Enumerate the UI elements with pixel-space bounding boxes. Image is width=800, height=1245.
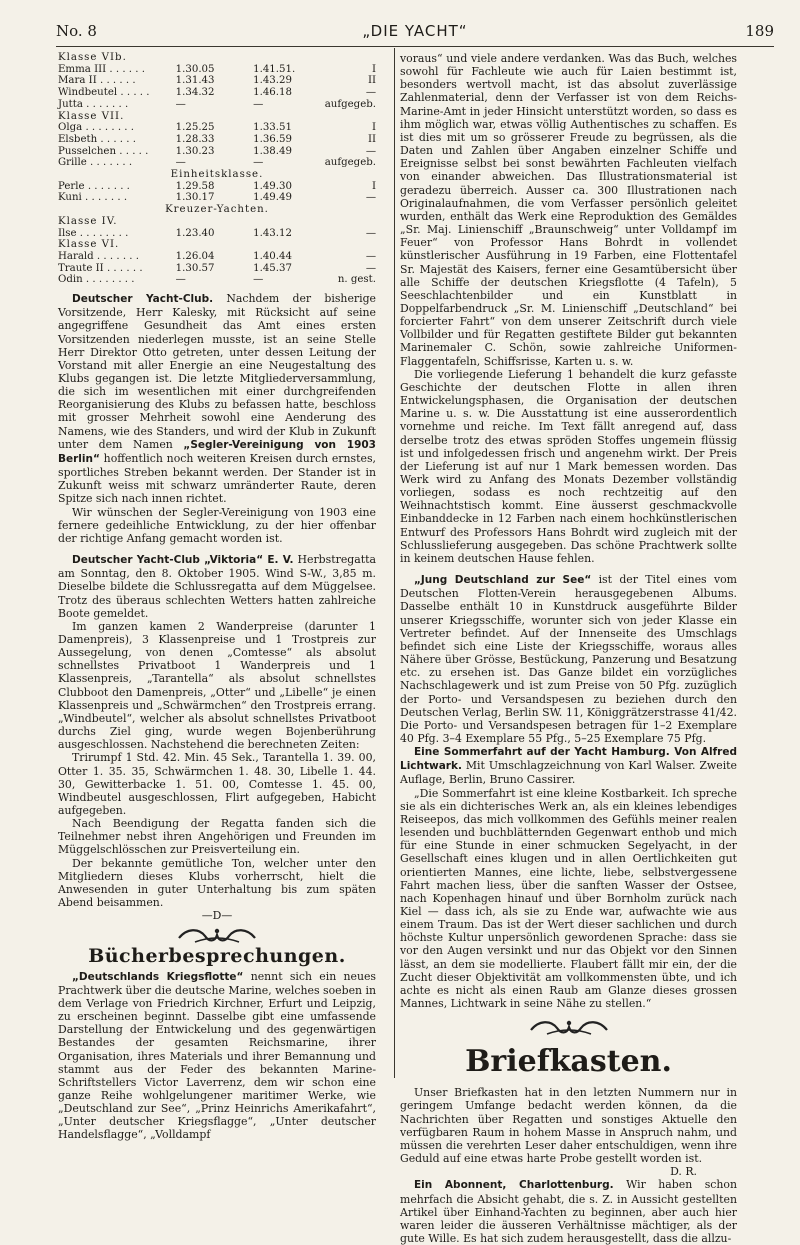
result-boat: Odin . . . . . . . . — [58, 274, 135, 286]
journal-title: „DIE YACHT“ — [362, 22, 468, 40]
class-label: Einheitsklasse. — [170, 169, 264, 181]
result-row — [58, 157, 376, 169]
result-place: n. gest. — [337, 274, 376, 286]
header-rule — [56, 46, 774, 47]
sommerfahrt-title: Eine Sommerfahrt auf der Yacht Hamburg. Von Alfred Lichtwark. — [400, 746, 737, 773]
result-row — [58, 134, 376, 146]
result-row — [58, 75, 376, 87]
result-boat: Elsbeth . . . . . . — [58, 133, 136, 145]
result-place: aufgegeb. — [324, 98, 376, 110]
result-time-1: 1.34.32 — [175, 87, 215, 99]
result-time-2: 1.38.49 — [253, 145, 292, 157]
briefkasten-heading: Briefkasten. — [465, 1044, 672, 1080]
result-row — [58, 251, 376, 263]
sommerfahrt-text: Mit Umschlagzeichnung von Karl Walser. Zweite Auflage, Berlin, Bruno Cassirer. — [400, 759, 737, 787]
result-time-2: 1.43.12 — [253, 227, 292, 239]
result-place: I — [371, 63, 376, 75]
result-row — [58, 146, 376, 158]
class-label: Klasse VII. — [58, 110, 125, 122]
viktoria-text-4: Nach Beendigung der Regatta fanden sich die Teilnehmer nebst ihren Angehörigen und Freunden im Müggelschlösschen zur Preisverteilung ein. — [58, 817, 376, 857]
viktoria-text-5: Der bekannte gemütliche Ton, welcher unter den Mitgliedern dieses Klubs vorherrscht, hielt die Anwesenden in guter Unterhaltung bis zum späten Abend beisammen. — [58, 856, 376, 910]
result-time-2: 1.49.30 — [253, 180, 292, 192]
dyc-heading: Deutscher Yacht-Club. — [72, 293, 214, 306]
result-place: I — [371, 180, 376, 192]
class-label: Klasse VI. — [58, 239, 120, 251]
right-column — [400, 52, 737, 1245]
result-time-2: 1.45.37 — [253, 262, 292, 274]
result-place: II — [367, 75, 376, 87]
result-class-heading — [58, 204, 376, 216]
result-place: — — [365, 262, 376, 274]
result-time-2: 1.43.29 — [253, 75, 292, 87]
result-time-2: 1.40.44 — [253, 250, 292, 262]
result-row — [58, 274, 376, 286]
result-class-heading — [58, 216, 376, 228]
page-number: 189 — [745, 22, 774, 40]
viktoria-text-2: Im ganzen kamen 2 Wanderpreise (darunter 1 Damenpreis), 3 Klassenpreise und 1 Trostpreis zur Aussegelung, von denen „Comtesse“ als absolut schnellstes Privatboot 1 Wanderpreis und 1 Klassenpreis, „Tarantella“ als absolut schnellstes Clubboot den Damenpreis, „Otter“ und „Libelle“ je einen Klassenpreis und „Schwärmchen“ den Trostpreis errang. „Windbeutel“, welcher als absolut schnellstes Privatboot durchs Ziel ging, wurde wegen Bojenberührung ausgeschlossen. Nachstehend die berechneten Zeiten: — [58, 619, 376, 752]
result-row — [58, 181, 376, 193]
result-time-2: — — [253, 157, 264, 169]
result-time-1: 1.30.57 — [175, 262, 215, 274]
abonnent-heading: Ein Abonnent, Charlottenburg. — [414, 1179, 614, 1192]
result-boat: Traute II . . . . . . — [58, 262, 143, 274]
result-place: — — [365, 192, 376, 204]
result-time-1: — — [175, 98, 186, 110]
result-class-heading — [58, 239, 376, 251]
result-time-2: 1.46.18 — [253, 87, 292, 99]
result-time-1: 1.28.33 — [175, 133, 215, 145]
ornament-icon — [527, 1018, 611, 1038]
briefkasten-text-1: Unser Briefkasten hat in den letzten Nummern nur in geringem Umfange bedacht werden können, da die Nachrichten über Regatten und sonstiges Aktuelle den verfügbaren Raum in hohem Masse in Anspruch nahm, und müssen die verehrten Leser daher entschuldigen, wenn ihre Geduld auf eine etwas harte Probe gestellt worden ist. — [400, 1086, 737, 1166]
ornament-icon — [175, 926, 259, 946]
result-boat: Kuni . . . . . . . — [58, 192, 128, 204]
page-header — [56, 22, 774, 44]
regatta-results-body — [58, 52, 376, 286]
result-time-1: 1.23.40 — [175, 227, 215, 239]
jung-deutschland-text: ist der Titel eines vom Deutschen Flotten-Verein herausgegebenen Albums. Dasselbe enthält 10 in Kunstdruck ausgeführte Bilder unserer Kriegsschiffe, worunter sich von jeder Klasse ein Vertreter befindet. Auf der Innenseite des Umschlags befindet sich eine Liste der Kriegsschiffe, woraus alles Nähere über Grösse, Bestückung, Panzerung und Besatzung etc. zu ersehen ist. Das Ganze bildet ein vorzügliches Nachschlagewerk und ist zum Preise von 50 Pfg. zuzüglich der Porto- und Versandspesen zu beziehen durch den Deutschen Verlag, Berlin SW. 11, Königgrätzerstrasse 41/42. Die Porto- und Versandspesen betragen für 1–2 Exemplare 40 Pfg. 3–4 Exemplare 55 Pfg., 5–25 Exemplare 75 Pfg. — [400, 573, 737, 745]
dyc-text-1b: hoffentlich noch weiteren Kreisen durch ernstes, sportliches Streben bekannt werden. Der Stander ist in Zukunft weiss mit schwarz umränderter Raute, deren Spitze sich nach innen richtet. — [58, 451, 376, 506]
result-boat: Windbeutel . . . . . — [58, 87, 150, 99]
abonnent-text: Wir haben schon mehrfach die Absicht gehabt, die s. Z. in Aussicht gestellten Artikel über Einhand-Yachten zu beginnen, aber auch hier waren leider die äusseren Verhältnisse mächtiger, als der gute Wille. Es hat sich zudem herausgestellt, dass die allzu- — [400, 1178, 737, 1245]
result-time-1: 1.25.25 — [175, 122, 215, 134]
result-row — [58, 192, 376, 204]
viktoria-text-1: Herbstregatta am Sonntag, den 8. Oktober 1905. Wind S-W., 3,85 m. Dieselbe bildete die Schlussregatta auf dem Müggelsee. Trotz des überaus schlechten Wetters hatten zahlreiche Boote gemeldet. — [58, 553, 376, 620]
result-place: aufgegeb. — [324, 157, 376, 169]
result-time-1: — — [175, 157, 186, 169]
result-time-1: 1.30.23 — [175, 145, 215, 157]
result-time-1: 1.29.58 — [175, 180, 215, 192]
viktoria-signature: —D— — [201, 909, 233, 923]
result-class-heading — [58, 52, 376, 64]
column-rule — [394, 48, 395, 1078]
issue-number: No. 8 — [56, 22, 97, 40]
result-place: I — [371, 122, 376, 134]
result-row — [58, 263, 376, 275]
viktoria-text-3: Trirumpf 1 Std. 42. Min. 45 Sek., Tarantella 1. 39. 00, Otter 1. 35. 35, Schwärmchen 1. 48. 30, Libelle 1. 44. 30, Gewitterbacke 1. 51. 00, Comtesse 1. 45. 00, Windbeutel ausgeschlossen, Flirt aufgegeben, Habicht aufgegeben. — [58, 751, 376, 817]
result-time-2: 1.36.59 — [253, 133, 292, 145]
dyc-new-name: „Segler-Vereinigung von 1903 Berlin“ — [58, 438, 376, 465]
dyc-article — [58, 292, 376, 506]
result-boat: Mara II . . . . . . — [58, 75, 136, 87]
kriegsflotte-text-2: Die vorliegende Lieferung 1 behandelt die kurz gefasste Geschichte der deutschen Flotte in allen ihren Entwickelungsphasen, die Organisation der deutschen Marine u. s. w. Die Ausstattung ist eine ausserordentlich vornehme und reiche. Im Text fällt anregend auf, dass derselbe trotz des etwas spröden Stoffes ungemein flüssig ist und infolgedessen frisch und angenehm wirkt. Der Preis der Lieferung ist auf nur 1 Mark bemessen worden. Das Werk wird zu Anfang des Monats Dezember vollständig vorliegen, sodass es noch rechtzeitig auf den Weihnachtstisch kommt. Eine äusserst geschmackvolle Einbanddecke in 12 Farben nach einem hochkünstlerischen Entwurf des Professors Hans Bohrdt wird zugleich mit der Schlusslieferung ausgegeben. Das schöne Prachtwerk sollte in keinem deutschen Hause fehlen. — [400, 367, 737, 565]
result-class-heading — [58, 111, 376, 123]
result-place: — — [365, 87, 376, 99]
result-boat: Grille . . . . . . . — [58, 157, 133, 169]
result-boat: Ilse . . . . . . . . — [58, 227, 129, 239]
result-row — [58, 99, 376, 111]
result-row — [58, 122, 376, 134]
class-label: Klasse IV. — [58, 215, 118, 227]
kriegsflotte-text: nennt sich ein neues Prachtwerk über die deutsche Marine, welches soeben in dem Verlage von Friedrich Kirchner, Erfurt und Leipzig, zu erscheinen beginnt. Dasselbe gibt eine umfassende Darstellung der Entwickelung und des gegenwärtigen Bestandes der gesamten Reichsmarine, ihrer Organisation, ihres Materials und ihrer Bemannung und stammt aus der Feder des bekannten Marine-Schriftstellers Victor Laverrenz, dem wir schon eine ganze Reihe wohlgelungener maritimer Werke, wie „Deutschland zur See“, „Prinz Heinrichs Amerikafahrt“, „Unter deutscher Kriegsflagge“, „Unter deutscher Handelsflagge“, „Volldampf — [58, 969, 376, 1142]
result-class-heading — [58, 169, 376, 181]
result-time-2: — — [253, 274, 264, 286]
result-time-1: 1.30.05 — [175, 63, 215, 75]
result-time-1: 1.26.04 — [175, 250, 215, 262]
result-boat: Harald . . . . . . . — [58, 250, 140, 262]
result-boat: Olga . . . . . . . . — [58, 122, 135, 134]
result-boat: Perle . . . . . . . — [58, 180, 130, 192]
result-row — [58, 87, 376, 99]
result-row — [58, 64, 376, 76]
viktoria-heading: Deutscher Yacht-Club „Viktoria“ E. V. — [72, 554, 294, 567]
kriegsflotte-title: „Deutschlands Kriegsflotte“ — [72, 970, 244, 983]
sommerfahrt-review: „Die Sommerfahrt ist eine kleine Kostbarkeit. Ich spreche sie als ein dichterisches Werk an, als ein kleines lebendiges Reiseepos, das mich vollkommen des Gefühls meiner realen lesenden und buchblätternden Gegenwart enthob und mich für eine Stunde in einer schmucken Segelyacht, in der Gesellschaft eines klugen und in allen Oertlichkeiten gut orientierten Mannes, eine lichte, liebe, selbstvergessene Fahrt machen liess, über die sanften Wasser der Ostsee, nach Kopenhagen hinauf und über Bornholm zurück nach Kiel — dass ich, als sie zu Ende war, aufwachte wie aus einem Traum. Das ist der Wert dieser sachlichen und durch höchste Kultur unpersönlich gewordenen Sprache: dass sie vor den Augen versinkt und nur das Objekt vor den Sinnen lässt, an dem sie modellierte. Flaubert fällt mir ein, der die Zucht dieser Objektivität am vollkommensten übte, und ich achte es nicht als einen Raub am Glanze dieses grossen Mannes, Lichtwark in seine Nähe zu stellen.“ — [400, 786, 737, 1011]
result-place: — — [365, 227, 376, 239]
result-place: — — [365, 145, 376, 157]
jung-deutschland-title: „Jung Deutschland zur See“ — [414, 574, 592, 587]
dyc-text-1: Nachdem der bisherige Vorsitzende, Herr Kalesky, mit Rücksicht auf seine angegriffene Gesundheit das Amt eines ersten Vorsitzenden niederlegen musste, ist an seine Stelle Herr Direktor Otto getreten, unter dessen Leitung der Vorstand mit aller Energie an eine Neugestaltung des Klubs gegangen ist. Die letzte Mitgliederversammlung, die sich im wesentlichen mit einer durchgreifenden Reorganisierung des Klubs zu befassen hatte, beschloss mit grosser Mehrheit sowohl eine Aenderung des Namens, wie des Standers, und wird der Klub in Zukunft unter dem Namen — [58, 292, 376, 451]
result-time-2: — — [253, 98, 264, 110]
result-time-2: 1.49.49 — [253, 192, 292, 204]
result-boat: Emma III . . . . . . — [58, 63, 146, 75]
class-label: Kreuzer-Yachten. — [165, 204, 269, 216]
result-place: II — [367, 133, 376, 145]
result-place: — — [365, 250, 376, 262]
result-time-1: — — [175, 274, 186, 286]
result-time-1: 1.31.43 — [175, 75, 215, 87]
regatta-results-table — [58, 52, 376, 286]
briefkasten-signature: D. R. — [670, 1165, 697, 1179]
result-time-1: 1.30.17 — [175, 192, 215, 204]
kriegsflotte-text-cont: voraus“ und viele andere verdanken. Was das Buch, welches sowohl für Fachleute wie auch für Laien bestimmt ist, besonders wertvoll macht, ist das absolut zuverlässige Zahlenmaterial, denn der Verfasser ist von dem Reichs-Marine-Amt in jeder Hinsicht unterstützt worden, so dass es ihm möglich war, etwas völlig Authentisches zu schaffen. Es ist dies mit um so grösserer Freude zu begrüssen, als die Daten und Zahlen über Angaben einzelner Schiffe und Ereignisse selbst bei sonst bewährten Fachleuten vielfach von einander abweichen. Das Illustrationsmaterial ist geradezu überreich. Ausser ca. 300 Illustrationen nach Originalaufnahmen, die vom Verfasser persönlich geleitet wurden, enthält das Werk eine Reproduktion des Gemäldes „Sr. Maj. Linienschiff „Braunschweig“ unter Volldampf im Feuer“ von Professor Hans Bohrdt in vollendet künstlerischer Ausführung in 19 Farben, eine Flottentafel Sr. Majestät des Kaisers, ferner eine Gesamtübersicht über alle Schiffe der deutschen Kriegsflotte (4 Tafeln), 5 Seeschlachtenbilder und ein Kunstblatt in Doppelfarbendruck „Sr. M. Linienschiff „Deutschland“ bei forcierter Fahrt“ von dem unserer Zeitschrift durch viele Vollbilder und für Regatten gestiftete Bilder gut bekannten Marinemaler C. Schön, sowie zahlreiche Uniformen-Flaggentafeln, Schiffsrisse, Karten u. s. w. — [400, 52, 737, 368]
class-label: Klasse VIb. — [58, 52, 127, 63]
left-column — [58, 52, 376, 1142]
result-boat: Pusselchen . . . . . — [58, 145, 149, 157]
result-row — [58, 228, 376, 240]
buecher-heading: Bücherbesprechungen. — [88, 945, 346, 968]
result-time-2: 1.41.51. — [253, 63, 296, 75]
dyc-text-2: Wir wünschen der Segler-Vereinigung von 1903 eine fernere gedeihliche Entwicklung, zu der hier offenbar der richtige Anfang gemacht worden ist. — [58, 505, 376, 545]
result-boat: Jutta . . . . . . . — [58, 98, 129, 110]
result-time-2: 1.33.51 — [253, 122, 292, 134]
